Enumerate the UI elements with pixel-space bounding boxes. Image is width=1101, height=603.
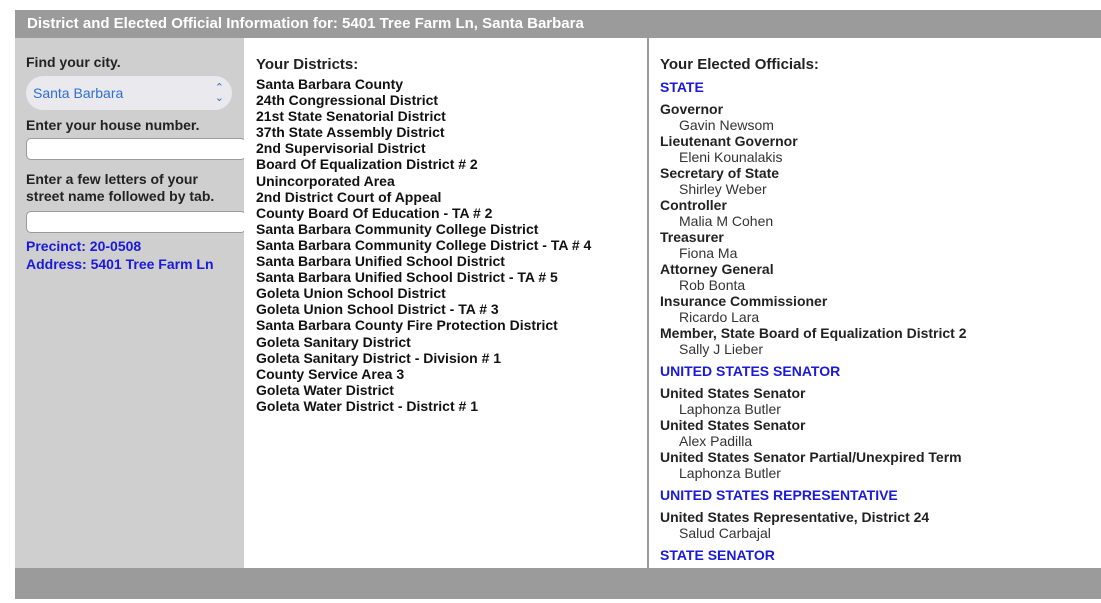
district-item: Unincorporated Area	[256, 172, 395, 189]
district-item: Goleta Water District - District # 1	[256, 397, 478, 414]
district-list	[256, 76, 647, 414]
lookup-panel	[15, 38, 244, 568]
official-name: Laphonza Butler	[679, 465, 781, 481]
officials-list	[660, 79, 1101, 563]
district-item: Santa Barbara Unified School District - TA # 5	[256, 269, 558, 286]
districts-panel	[244, 38, 647, 568]
official-name: Sally J Lieber	[679, 341, 764, 357]
district-item: County Service Area 3	[256, 365, 405, 382]
official-name: Gavin Newsom	[679, 117, 774, 133]
house-number-label: Enter your house number.	[26, 117, 200, 133]
office-title: United States Senator Partial/Unexpired Term	[660, 449, 962, 465]
officials-panel	[649, 38, 1101, 568]
official-name: Fiona Ma	[679, 245, 738, 261]
district-item: Goleta Sanitary District - Division # 1	[256, 349, 502, 366]
office-title: United States Senator	[660, 385, 806, 401]
district-item: Santa Barbara County Fire Protection District	[256, 317, 558, 334]
street-name-label: Enter a few letters of your street name followed by tab.	[26, 171, 215, 204]
street-name-input[interactable]	[26, 211, 246, 233]
district-item: Goleta Water District	[256, 381, 394, 398]
district-item: Goleta Union School District - TA # 3	[256, 301, 499, 318]
district-item: 37th State Assembly District	[256, 124, 445, 141]
official-name: Ricardo Lara	[679, 309, 760, 325]
official-section-heading: STATE SENATOR	[660, 547, 775, 563]
official-section-heading: UNITED STATES SENATOR	[660, 363, 841, 379]
district-item: 2nd Supervisorial District	[256, 140, 426, 157]
official-section-heading: UNITED STATES REPRESENTATIVE	[660, 487, 898, 503]
office-title: Controller	[660, 197, 727, 213]
official-section-heading: STATE	[660, 79, 704, 95]
district-item: Santa Barbara Community College District - TA # 4	[256, 236, 592, 253]
house-number-input[interactable]	[26, 138, 246, 160]
district-item: Goleta Union School District	[256, 285, 446, 302]
district-item: Santa Barbara County	[256, 76, 404, 92]
find-city-label: Find your city.	[26, 54, 121, 70]
official-name: Laphonza Butler	[679, 401, 781, 417]
official-name: Shirley Weber	[679, 181, 767, 197]
district-item: Santa Barbara Unified School District	[256, 253, 505, 270]
official-name: Salud Carbajal	[679, 525, 771, 541]
official-name: Alex Padilla	[679, 433, 753, 449]
chevron-up-down-icon: ⌃ ⌄	[214, 82, 224, 104]
page-footer	[15, 568, 1101, 599]
district-item: Goleta Sanitary District	[256, 333, 411, 350]
district-item: County Board Of Education - TA # 2	[256, 204, 493, 221]
office-title: Insurance Commissioner	[660, 293, 828, 309]
address-text: Address: 5401 Tree Farm Ln	[26, 256, 214, 272]
office-title: Treasurer	[660, 229, 724, 245]
precinct-text: Precinct: 20-0508	[26, 238, 142, 254]
district-item: 21st State Senatorial District	[256, 108, 446, 125]
office-title: Lieutenant Governor	[660, 133, 798, 149]
office-title: Governor	[660, 101, 724, 117]
header-title: District and Elected Official Information for: 5401 Tree Farm Ln, Santa Barbara	[27, 15, 584, 32]
district-item: Santa Barbara Community College District	[256, 220, 539, 237]
office-title: Member, State Board of Equalization District 2	[660, 325, 967, 341]
city-select[interactable]	[26, 76, 232, 110]
district-item: 24th Congressional District	[256, 92, 439, 109]
office-title: Secretary of State	[660, 165, 780, 181]
city-select-value: Santa Barbara	[33, 85, 124, 101]
official-name: Malia M Cohen	[679, 213, 774, 229]
office-title: United States Senator	[660, 417, 806, 433]
districts-title: Your Districts:	[256, 56, 359, 73]
official-name: Rob Bonta	[679, 277, 746, 293]
office-title: United States Representative, District 24	[660, 509, 930, 525]
office-title: Attorney General	[660, 261, 774, 277]
officials-title: Your Elected Officials:	[660, 56, 819, 73]
page-header	[15, 10, 1101, 38]
district-item: Board Of Equalization District # 2	[256, 156, 478, 173]
district-item: 2nd District Court of Appeal	[256, 188, 442, 205]
official-name: Eleni Kounalakis	[679, 149, 783, 165]
